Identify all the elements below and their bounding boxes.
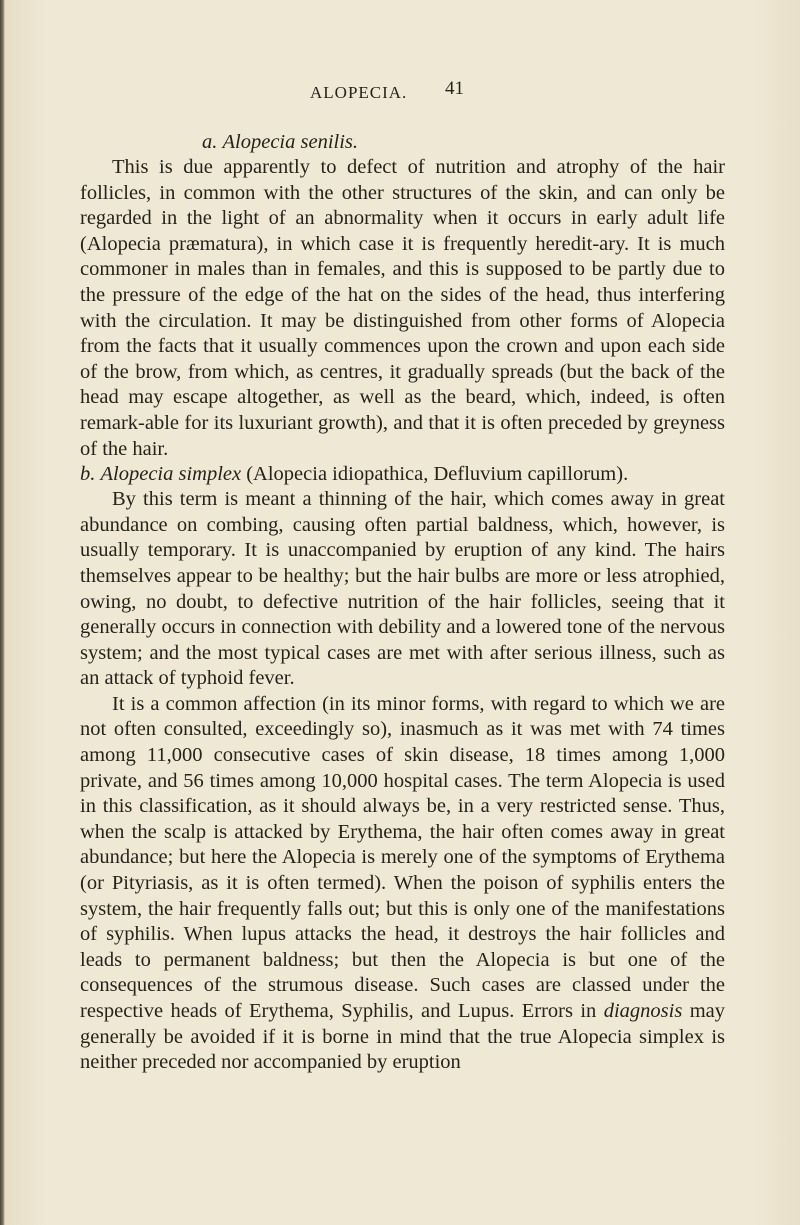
section-b-label: b. <box>80 463 96 486</box>
running-title: ALOPECIA. <box>310 83 408 102</box>
section-b-paragraph-2-end: may generally be avoided if it is borne in mind that the true Alopecia simplex is neither preceded nor accompanied by eruption <box>80 1000 726 1074</box>
section-b-heading <box>80 462 725 487</box>
section-b-paragraph-2 <box>80 692 725 1076</box>
page-header <box>0 78 800 108</box>
section-b-title: Alopecia simplex <box>100 463 242 486</box>
section-b-paragraph-2-emphasis: diagnosis <box>603 1000 683 1022</box>
binding-edge <box>0 0 5 1225</box>
page-number: 41 <box>445 78 464 99</box>
section-b-paragraph-2-start: It is a common affection (in its minor forms, with regard to which we are not often consulted, exceedingly so), inasmuch as it was met with 74 times among 11,000 consecutive cases of skin disease, 18 times among 1,000 private, and 56 times among 10,000 hospital cases. The term Alopecia is used in this classification, as it should always be, in a very restricted sense. Thus, when the scalp is attacked by Erythema, the hair often comes away in great abundance; but here the Alopecia is merely one of the symptoms of Erythema (or Pityriasis, as it is often termed). When the poison of syphilis enters the system, the hair frequently falls out; but this is only one of the manifestations of syphilis. When lupus attacks the head, it destroys the hair follicles and leads to permanent baldness; but then the Alopecia is but one of the consequences of the strumous disease. Such cases are classed under the respective heads of Erythema, Syphilis, and Lupus. Errors in <box>80 692 725 1022</box>
section-b-paragraph-1: By this term is meant a thinning of the hair, which comes away in great abundance on combing, causing often partial baldness, which, however, is usually temporary. It is unaccompanied by eruption of any kind. The hairs themselves appear to be healthy; but the hair bulbs are more or less atrophied, owing, no doubt, to defective nutrition of the hair follicles, seeing that it generally occurs in connection with debility and a lowered tone of the nervous system; and the most typical cases are met with after serious illness, such as an attack of typhoid fever. <box>80 488 725 690</box>
section-a-paragraph: This is due apparently to defect of nutrition and atrophy of the hair follicles, in common with the other structures of the skin, and can only be regarded in the light of an abnormality when it occurs in early adult life (Alopecia præmatura), in which case it is frequently heredit-ary. It is much commoner in males than in females, and this is supposed to be partly due to the pressure of the edge of the hat on the sides of the head, thus interfering with the circulation. It may be distinguished from other forms of Alopecia from the facts that it usually commences upon the crown and upon each side of the brow, from which, as centres, it gradually spreads (but the back of the head may escape altogether, as well as the beard, which, indeed, is often remark-able for its luxuriant growth), and that it is often preceded by greyness of the hair. <box>80 156 725 460</box>
section-a-title: Alopecia senilis. <box>222 131 359 153</box>
page-body <box>80 130 725 1076</box>
section-a-heading <box>80 130 725 155</box>
section-b-subtitle: (Alopecia idiopathica, Defluvium capillorum). <box>246 463 629 486</box>
section-a-label: a. <box>202 131 218 153</box>
